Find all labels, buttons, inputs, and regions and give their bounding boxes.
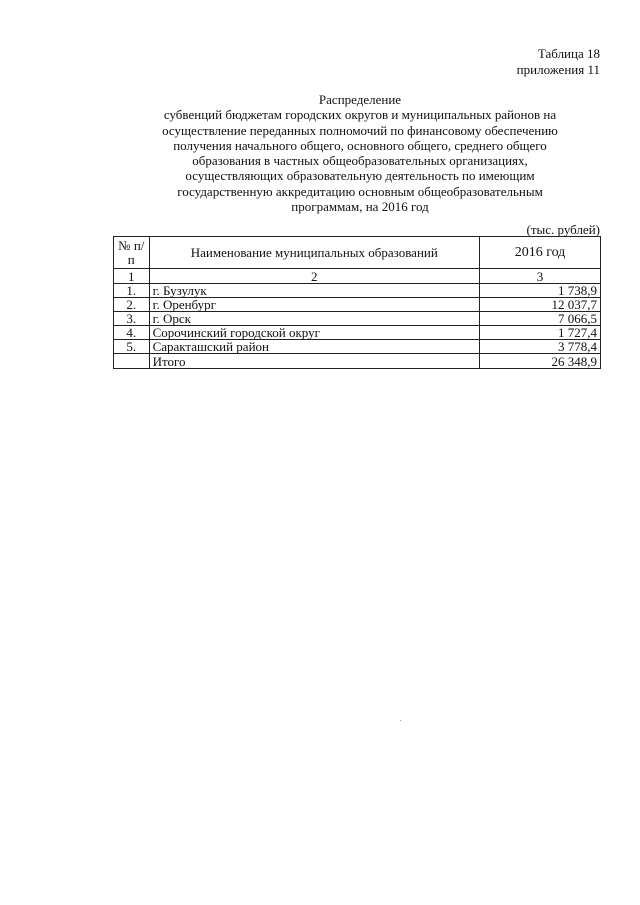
row-name: г. Оренбург (149, 298, 479, 312)
column-index: 2 (149, 269, 479, 284)
row-number: 2. (114, 298, 150, 312)
subvention-table (113, 236, 601, 369)
total-label: Итого (149, 354, 479, 369)
row-name: г. Орск (149, 312, 479, 326)
column-index: 1 (114, 269, 150, 284)
table-row (114, 284, 601, 298)
table-header-row (114, 237, 601, 269)
title-line: программам, на 2016 год (291, 199, 429, 215)
row-name: Сорочинский городской округ (149, 326, 479, 340)
units-label: (тыс. рублей) (526, 222, 600, 237)
table-row (114, 312, 601, 326)
total-number-cell (114, 354, 150, 369)
title-line: субвенций бюджетам городских округов и муниципальных районов на (163, 107, 557, 123)
row-name: Саракташский район (149, 340, 479, 354)
row-number: 5. (114, 340, 150, 354)
column-index: 3 (480, 269, 601, 284)
total-row (114, 354, 601, 369)
header-name: Наименование муниципальных образований (149, 237, 479, 269)
title-line: получения начального общего, основного общего, среднего общего (173, 137, 547, 153)
table-row (114, 326, 601, 340)
total-value: 26 348,9 (480, 354, 601, 369)
title-line: государственную аккредитацию основным общеобразовательным (177, 183, 543, 199)
scan-speck (400, 720, 401, 721)
row-number: 3. (114, 312, 150, 326)
title-line: осуществление переданных полномочий по финансовому обеспечению (162, 122, 558, 138)
table-reference (517, 46, 600, 78)
row-number: 4. (114, 326, 150, 340)
header-year: 2016 год (480, 237, 601, 269)
table-row (114, 298, 601, 312)
row-value: 1 727,4 (480, 326, 601, 340)
header-number: № п/п (114, 237, 150, 269)
table-number: Таблица 18 (537, 46, 600, 61)
appendix-number: приложения 11 (516, 62, 600, 77)
row-name: г. Бузулук (149, 284, 479, 298)
table-row (114, 340, 601, 354)
row-value: 1 738,9 (480, 284, 601, 298)
document-title (100, 92, 620, 214)
row-value: 7 066,5 (480, 312, 601, 326)
title-line: осуществляющих образовательную деятельность по имеющим (185, 168, 535, 184)
title-line: Распределение (318, 92, 402, 107)
row-number: 1. (114, 284, 150, 298)
row-value: 12 037,7 (480, 298, 601, 312)
column-index-row (114, 269, 601, 284)
row-value: 3 778,4 (480, 340, 601, 354)
title-line: образования в частных общеобразовательных организациях, (192, 153, 528, 169)
